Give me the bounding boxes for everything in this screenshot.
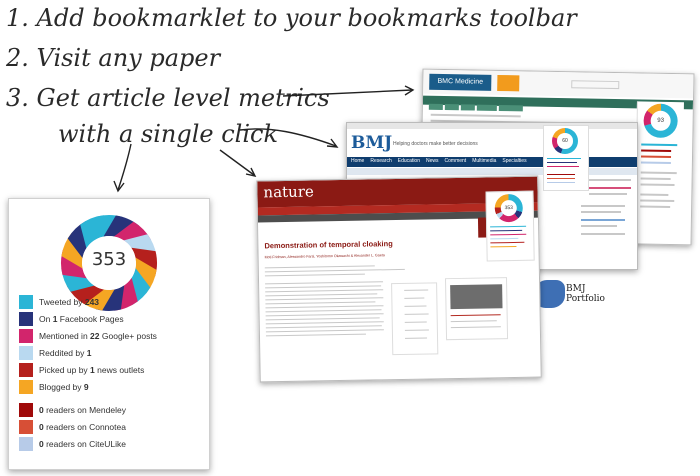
nature-logo: nature — [263, 182, 314, 202]
arrow-to-bmj — [240, 129, 336, 146]
arrow-to-nature — [220, 150, 254, 175]
mention-row-swatch — [19, 329, 33, 343]
mention-row-swatch — [19, 312, 33, 326]
mention-row-swatch — [19, 346, 33, 360]
bmj-nav-education[interactable]: Education — [397, 158, 420, 164]
mention-row-swatch — [19, 363, 33, 377]
bmj-nav-specialties[interactable]: Specialties — [502, 158, 527, 164]
mention-row — [19, 361, 204, 378]
nature-figure-thumbnail — [450, 284, 502, 309]
altmetric-details-card — [8, 198, 210, 470]
bmj-altmetric-donut[interactable]: 60 — [552, 128, 578, 154]
mention-row-text[interactable]: Reddited by 1 — [39, 347, 92, 358]
bmj-nav-news[interactable]: News — [426, 158, 439, 164]
bmj-nav-comment[interactable]: Comment — [444, 158, 467, 164]
bmc-altmetric-panel — [635, 101, 684, 232]
mention-row-swatch — [19, 295, 33, 309]
mention-row-text[interactable]: On 1 Facebook Pages — [39, 313, 124, 324]
reader-row-text[interactable]: 0 readers on CiteULike — [39, 438, 126, 449]
step-3-continued-text: with a single click — [58, 120, 278, 148]
bmc-logo: BMC Medicine — [429, 74, 491, 91]
nature-altmetric-donut[interactable]: 353 — [495, 194, 523, 222]
mention-row-text[interactable]: Tweeted by 243 — [39, 296, 100, 307]
altmetric-legend — [19, 293, 204, 452]
nature-altmetric-panel — [485, 191, 534, 262]
arrow-to-bmc — [283, 90, 412, 96]
step-1-text: 1. Add bookmarklet to your bookmarks toolbar — [6, 4, 577, 32]
altmetric-score: 353 — [91, 249, 127, 270]
search-box[interactable] — [571, 80, 619, 89]
arrow-to-card — [118, 144, 131, 190]
bmj-nav — [351, 158, 527, 164]
reader-row-swatch — [19, 437, 33, 451]
step-2-text: 2. Visit any paper — [6, 44, 221, 72]
mention-row-swatch — [19, 380, 33, 394]
mention-row-text[interactable]: Blogged by 9 — [39, 381, 89, 392]
reader-row — [19, 418, 204, 435]
mention-row — [19, 310, 204, 327]
bmj-portfolio-text: BMJ Portfolio — [566, 284, 605, 304]
nature-tools-box — [391, 282, 438, 355]
nature-authors: Moti Fridman, Alessandro Farsi, Yoshitomo Okawachi & Alexander L. Gaeta — [264, 253, 385, 260]
nature-screenshot — [256, 176, 541, 383]
mention-row — [19, 327, 204, 344]
bmj-tagline: Helping doctors make better decisions — [393, 141, 478, 147]
bmj-nav-multimedia[interactable]: Multimedia — [472, 158, 497, 164]
mention-row — [19, 378, 204, 395]
reader-row — [19, 401, 204, 418]
mention-row-text[interactable]: Picked up by 1 news outlets — [39, 364, 145, 375]
bmj-nav-home[interactable]: Home — [351, 158, 365, 164]
reader-row-swatch — [19, 420, 33, 434]
bmc-altmetric-donut[interactable]: 93 — [643, 104, 678, 139]
nature-headline: Demonstration of temporal cloaking — [264, 239, 393, 251]
impact-factor-badge — [497, 75, 519, 91]
bmj-nav-research[interactable]: Research — [370, 158, 392, 164]
reader-row-swatch — [19, 403, 33, 417]
bmj-logo: BMJ — [351, 133, 393, 153]
bmj-altmetric-panel — [543, 125, 589, 191]
reader-row-text[interactable]: 0 readers on Connotea — [39, 421, 126, 432]
reader-row-text[interactable]: 0 readers on Mendeley — [39, 404, 126, 415]
mention-row — [19, 293, 204, 310]
reader-row — [19, 435, 204, 452]
step-3-text: 3. Get article level metrics — [6, 84, 330, 112]
mention-row — [19, 344, 204, 361]
mention-row-text[interactable]: Mentioned in 22 Google+ posts — [39, 330, 157, 341]
